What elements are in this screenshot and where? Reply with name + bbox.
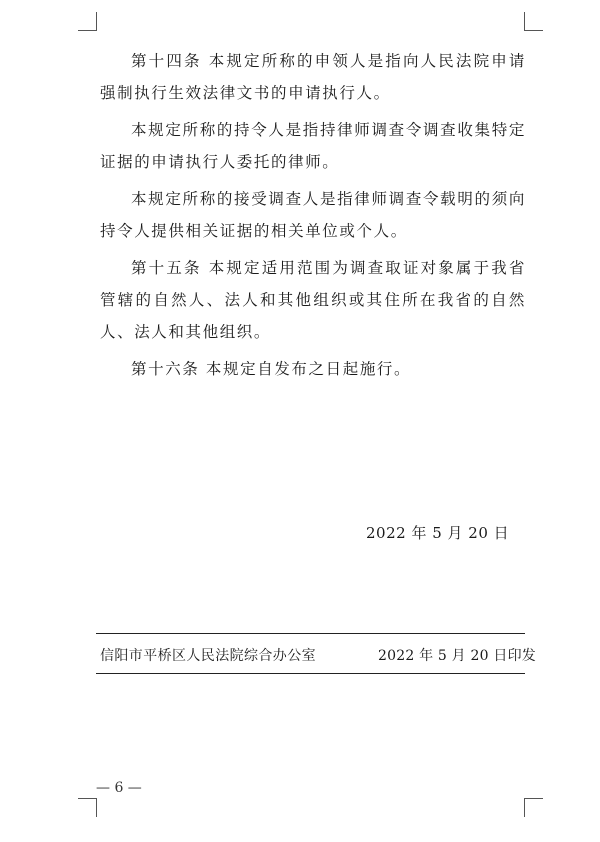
- recipient-definition-paragraph: 本规定所称的接受调查人是指律师调查令载明的须向持令人提供相关证据的相关单位或个人。: [100, 190, 526, 240]
- print-date: 2022 年 5 月 20 日印发: [378, 648, 537, 664]
- article-16-paragraph: 第十六条 本规定自发布之日起施行。: [131, 360, 412, 378]
- crop-mark-bottom-left: [78, 798, 97, 817]
- crop-mark-top-right: [524, 12, 543, 31]
- page-number: — 6 —: [96, 780, 142, 796]
- holder-definition-paragraph: 本规定所称的持令人是指持律师调查令调查收集特定证据的申请执行人委托的律师。: [100, 121, 526, 171]
- issuer-name: 信阳市平桥区人民法院综合办公室: [100, 648, 316, 664]
- article-14-paragraph: 第十四条 本规定所称的申领人是指向人民法院申请强制执行生效法律文书的申请执行人。: [100, 52, 526, 102]
- footer-bottom-rule: [96, 673, 525, 674]
- document-body: [100, 45, 526, 390]
- crop-mark-bottom-right: [524, 798, 543, 817]
- article-15-paragraph: 第十五条 本规定适用范围为调查取证对象属于我省管辖的自然人、法人和其他组织或其住所在我省的自然人、法人和其他组织。: [100, 259, 526, 341]
- signature-date: 2022 年 5 月 20 日: [366, 524, 510, 542]
- crop-mark-top-left: [78, 12, 97, 31]
- footer-top-rule: [96, 633, 525, 634]
